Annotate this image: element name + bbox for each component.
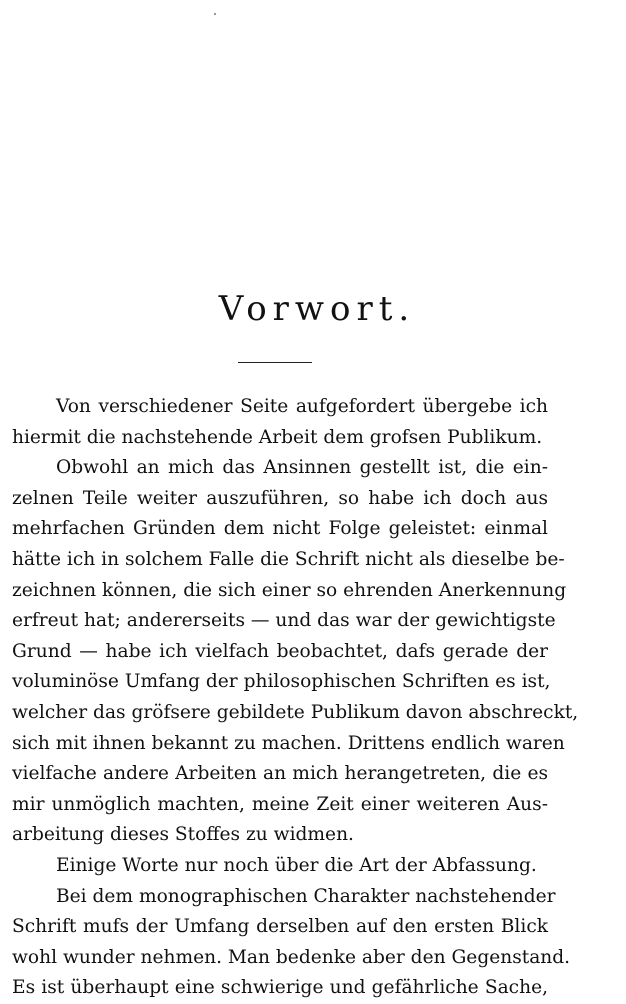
text-line: sich mit ihnen bekannt zu machen. Drittens endlich waren	[12, 732, 565, 754]
scan-speck	[214, 13, 216, 15]
text-line: zelnen Teile weiter auszuführen, so habe ich doch aus	[12, 487, 548, 509]
text-line: Einige Worte nur noch über die Art der Abfassung.	[56, 854, 537, 876]
text-line: Es ist überhaupt eine schwierige und gefährliche Sache,	[12, 977, 548, 999]
text-line: voluminöse Umfang der philosophischen Schriften es ist,	[12, 671, 551, 693]
text-line: erfreut hat; andererseits — und das war der gewichtigste	[12, 610, 556, 632]
text-line: hiermit die nachstehende Arbeit dem grofsen Publikum.	[12, 426, 543, 448]
text-line: arbeitung dieses Stoffes zu widmen.	[12, 824, 354, 846]
text-line: mir unmöglich machten, meine Zeit einer weiteren Aus-	[12, 793, 548, 815]
heading-rule	[238, 362, 312, 363]
text-line: welcher das gröfsere gebildete Publikum davon abschreckt,	[12, 701, 579, 723]
text-line: wohl wunder nehmen. Man bedenke aber den Gegenstand.	[12, 946, 571, 968]
chapter-heading: Vorwort.	[218, 289, 416, 329]
text-line: vielfache andere Arbeiten an mich herangetreten, die es	[12, 763, 548, 785]
text-line: Schrift mufs der Umfang derselben auf den ersten Blick	[12, 916, 548, 938]
text-line: Bei dem monographischen Charakter nachstehender	[56, 885, 556, 907]
text-line: mehrfachen Gründen dem nicht Folge geleistet: einmal	[12, 518, 548, 540]
text-line: zeichnen können, die sich einer so ehrenden Anerkennung	[12, 579, 567, 601]
text-line: Grund — habe ich vielfach beobachtet, dafs gerade der	[12, 640, 548, 662]
body-text	[12, 392, 579, 1004]
text-line: Obwohl an mich das Ansinnen gestellt ist, die ein-	[56, 457, 548, 479]
text-line: hätte ich in solchem Falle die Schrift nicht als dieselbe be-	[12, 548, 565, 570]
text-line: Von verschiedener Seite aufgefordert übergebe ich	[56, 396, 548, 417]
